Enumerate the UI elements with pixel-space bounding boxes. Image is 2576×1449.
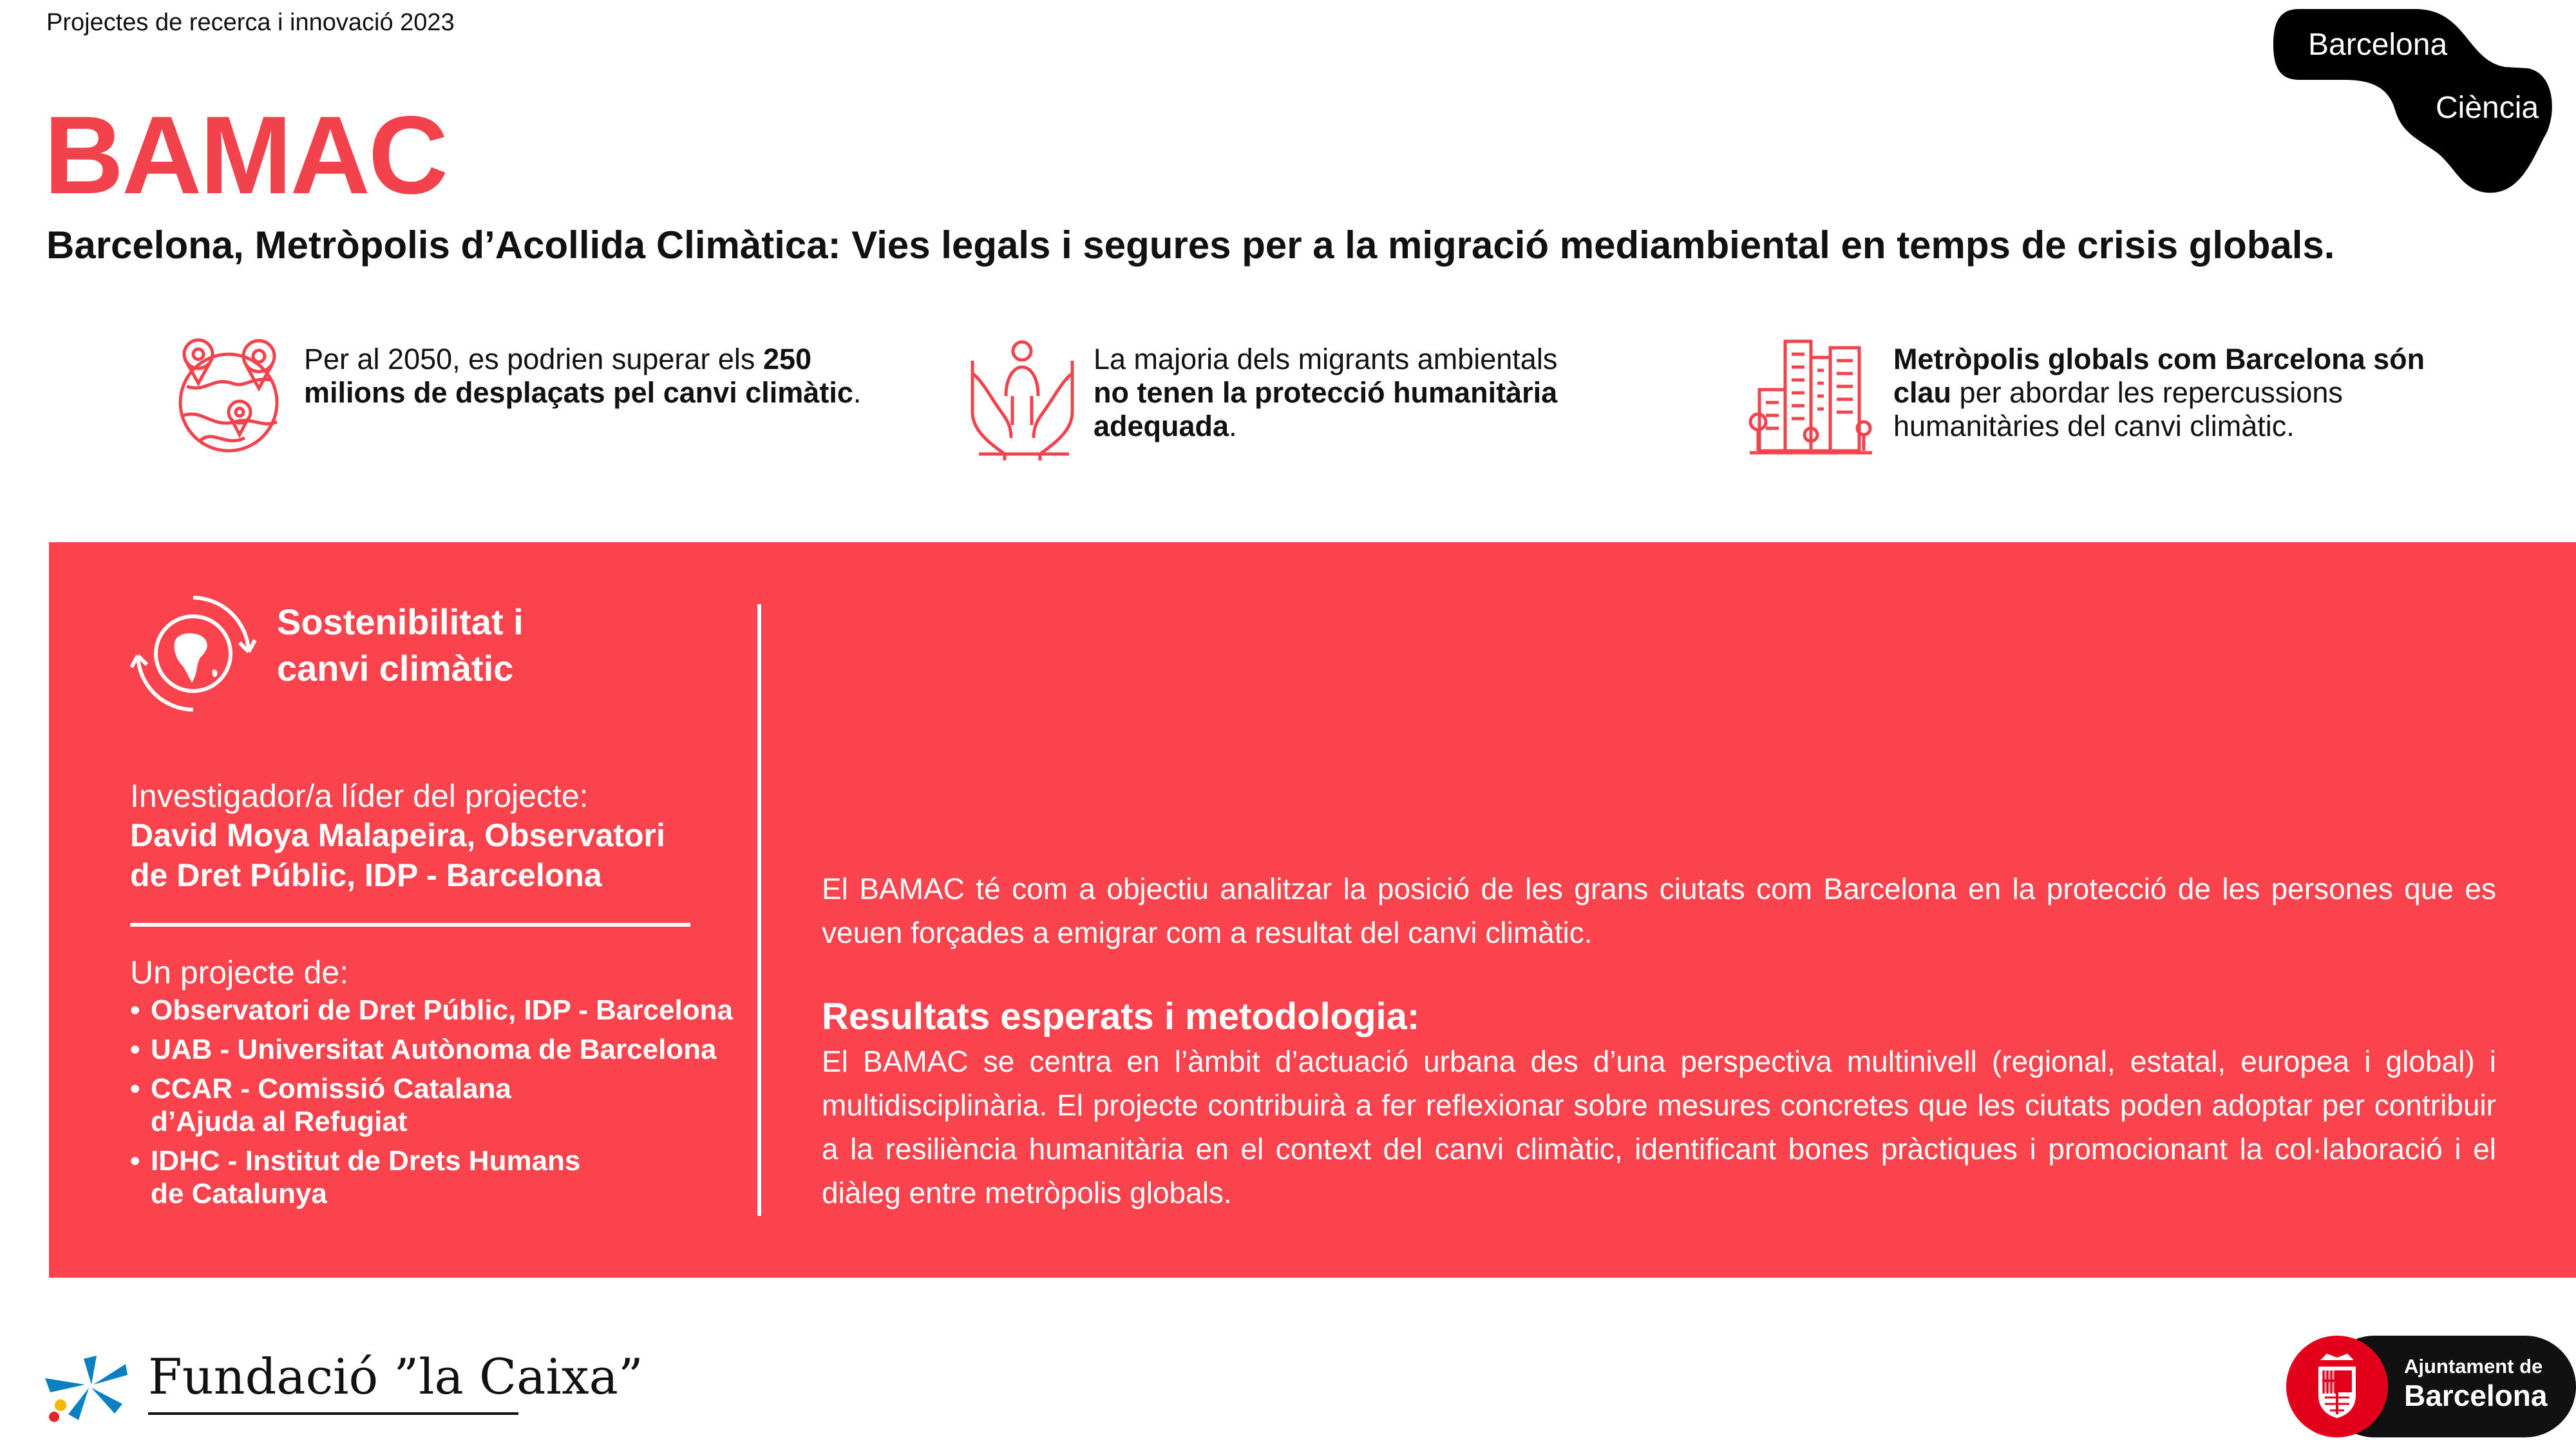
fact-2-text-a: La majoria dels migrants ambientals [1094,343,1558,375]
top-label: Projectes de recerca i innovació 2023 [46,9,455,36]
theme-label: Sostenibilitat i canvi climàtic [277,601,524,688]
partner-name: UAB - Universitat Autònoma de Barcelona [151,1034,717,1065]
partners-label: Un projecte de: [130,954,349,990]
results-body: El BAMAC se centra en l’àmbit d’actuació urbana des d’una perspectiva multinivell (regional, estatal, europea i global) i multidisciplinària. El projecte contribuirà a fer reflexionar sobre mesures concretes que les ciutats poden adoptar per contribuir a la resiliència humanitària en el context del canvi climàtic, identificant bones pràctiques i promocionant la col·laboració i el diàleg entre metròpolis globals. [822,1045,2496,1209]
list-item [130,1144,614,1210]
city-logo-line2: Barcelona [2404,1379,2548,1412]
lead-researcher-name: David Moya Malapeira, Observatori de Dret Públic, IDP - Barcelona [130,817,665,893]
fact-2-text [1094,343,1583,443]
fact-3 [1747,332,1872,464]
partners-list [130,994,748,1217]
brand-line1: Barcelona [2308,28,2448,62]
bullet: • [130,1073,140,1104]
partner-name: CCAR - Comissió Catalana d’Ajuda al Refugiat [151,1073,511,1137]
fact-3-text [1893,343,2460,443]
project-description: El BAMAC té com a objectiu analitzar la posició de les grans ciutats com Barcelona en la protecció de les persones que es veuen forçades a emigrar com a resultat del canvi climàtic. [822,872,2496,949]
panel-divider [757,604,761,1216]
lead-divider [130,923,690,927]
list-item [130,994,748,1027]
fact-1-text [304,343,871,410]
fact-2-text-c: . [1229,410,1237,442]
fact-3-text-c: per abordar les repercussions humanitàries del canvi climàtic. [1893,376,2343,442]
brand-line2: Ciència [2436,91,2539,125]
results-heading: Resultats esperats i metodologia: [822,996,1420,1037]
fact-3-text-b: Metròpolis globals com Barcelona són clau [1893,343,2425,409]
fact-1-text-c: . [853,376,862,409]
fact-2 [966,335,1079,467]
globe-pins-icon [174,332,287,460]
fact-1 [174,332,287,464]
fact-1-text-a: Per al 2050, es podrien superar els [304,343,763,375]
partner-name: Observatori de Dret Públic, IDP - Barcelona [151,994,733,1026]
hands-person-icon [966,335,1079,464]
list-item [130,1072,614,1138]
bullet: • [130,1145,140,1177]
lacaixa-star-icon [45,1352,129,1423]
fact-1-text-b: 250 milions de desplaçats pel canvi climàtic [304,343,853,409]
city-buildings-icon [1747,332,1872,460]
lacaixa-underline [148,1412,518,1415]
bullet: • [130,994,140,1026]
list-item [130,1033,748,1066]
barcelona-ciencia-logo [2273,9,2557,196]
page-title: BAMAC [44,93,447,217]
bullet: • [130,1034,140,1065]
partner-name: IDHC - Institut de Drets Humans de Catalunya [151,1145,581,1209]
city-logo-line1: Ajuntament de [2404,1355,2543,1378]
lead-researcher-label: Investigador/a líder del projecte: [130,778,589,814]
lacaixa-wordmark: Fundació ”la Caixa” [148,1348,643,1405]
page-subtitle: Barcelona, Metròpolis d’Acollida Climàtica: Vies legals i segures per a la migració mediambiental en temps de crisis globals. [46,223,2335,267]
climate-globe-icon [129,592,258,715]
fact-2-text-b: no tenen la protecció humanitària adequada [1094,376,1558,442]
